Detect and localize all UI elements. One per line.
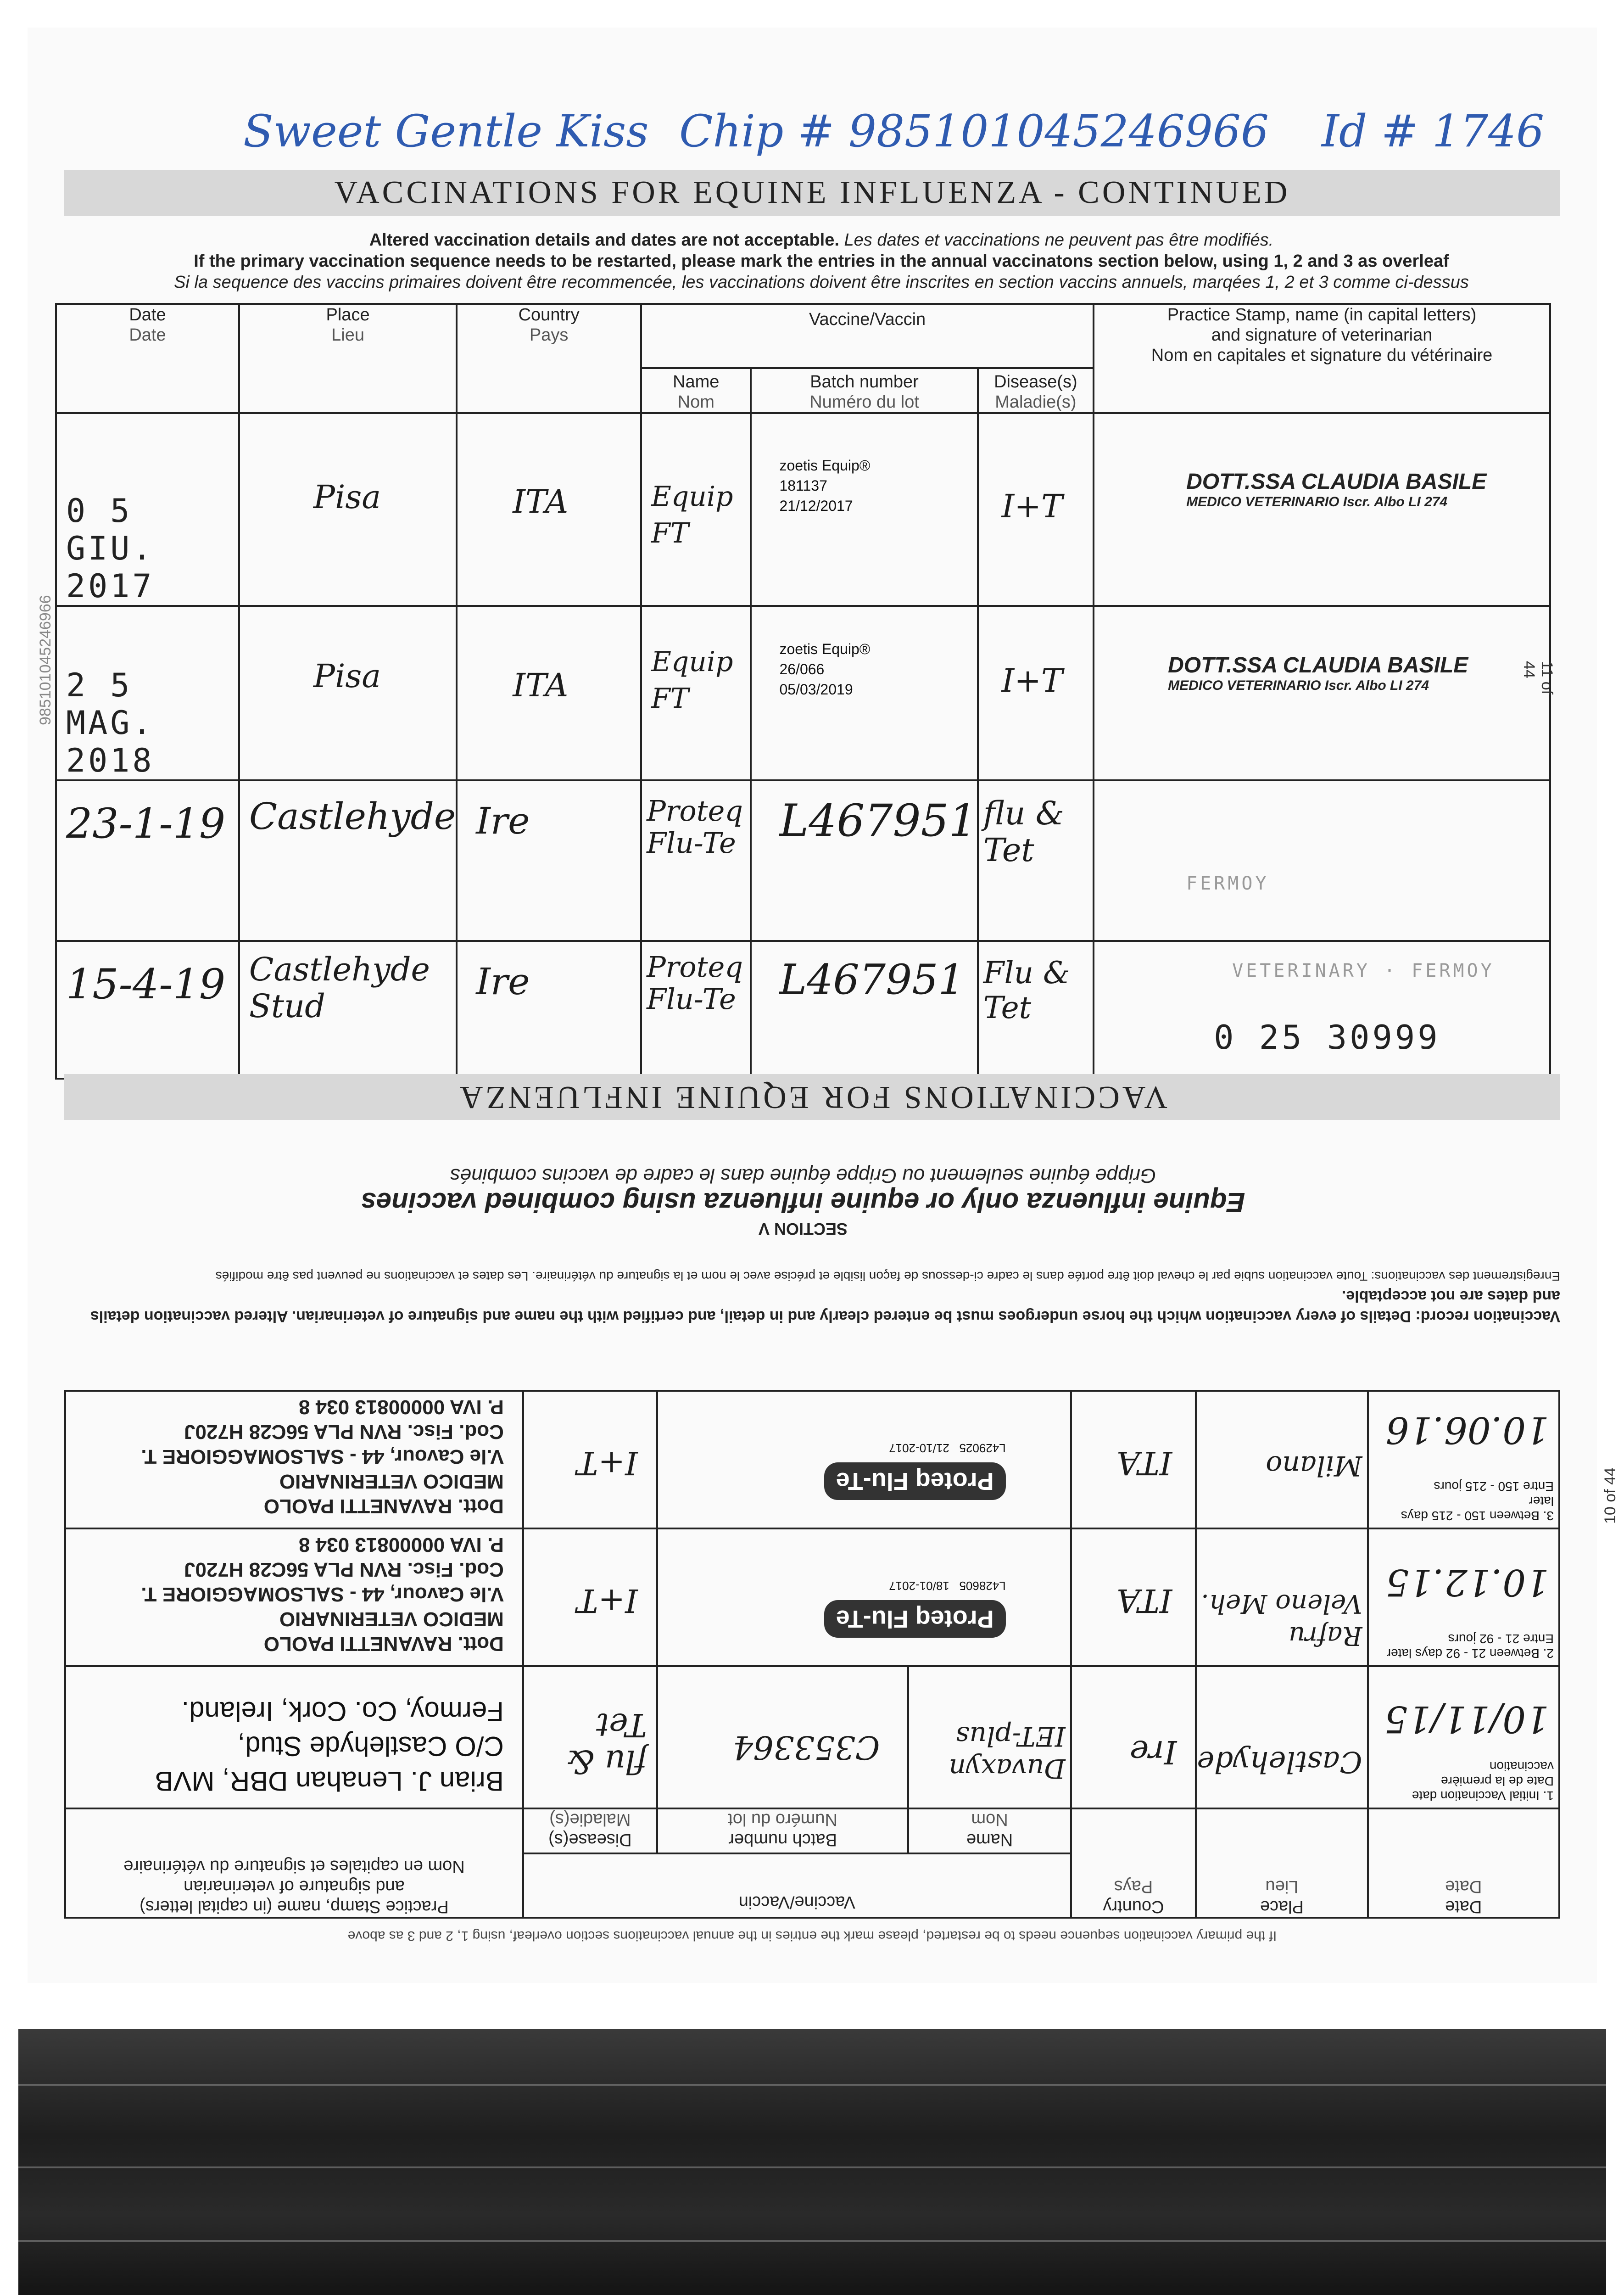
row-vaccine-label: Proteq Flu-Te L428605 18/01-2017 (658, 1579, 1070, 1665)
top-notice (83, 230, 1560, 293)
row-vaccine-name: Proteq Flu-Te (647, 950, 743, 1016)
row-disease: I+T (576, 1582, 638, 1619)
row-place: Castlehyde (1197, 1745, 1362, 1779)
bottom-banner-title: VACCINATIONS FOR EQUINE INFLUENZA (64, 1074, 1560, 1120)
row-date: 2 5 MAG. 2018 (66, 666, 155, 779)
table-row (56, 606, 1550, 780)
table-row (65, 1666, 1559, 1808)
header-country: Country Pays (457, 304, 641, 413)
row-disease: I+T (1001, 662, 1063, 700)
header-place: Place Lieu (1196, 1808, 1367, 1918)
row-country: Ire (476, 960, 530, 1003)
header-stamp: Practice Stamp, name (in capital letters) and signature of veterinarian Nom en capitales et signature du vétérinaire (65, 1808, 523, 1918)
flipped-section (28, 1056, 1619, 1946)
page-number-top: 11 of 44 (1520, 661, 1556, 695)
row-vaccine-name: Proteq Flu-Te (824, 1462, 1006, 1500)
header-name: Name Nom (909, 1808, 1071, 1853)
header-place: Place Lieu (239, 304, 457, 413)
mirror-strip: If the primary vaccination sequence needs to be restarted, please mark the entries in the annual vaccinations section overleaf, using 1, 2 and 3 as above (347, 1928, 1277, 1943)
row-disease: I+T (1001, 487, 1063, 525)
row-date: 10.06.16 (1385, 1409, 1549, 1451)
row-batch: L467951 (779, 956, 965, 1004)
horse-name: Sweet Gentle Kiss (243, 106, 649, 157)
row-country: ITA (513, 483, 569, 521)
header-stamp: Practice Stamp, name (in capital letters) and signature of veterinarian Nom en capitales et signature du vétérinaire (1094, 304, 1550, 413)
notice-restart: If the primary vaccination sequence needs to be restarted, please mark the entries in the annual vaccinatons section below, using 1, 2 and 3 as overleaf (194, 252, 1449, 271)
row-place: Castlehyde (249, 795, 456, 838)
scanned-page (28, 28, 1619, 1983)
header-name: Name Nom (641, 368, 751, 413)
row-label: 3. Between 150 - 215 days later Entre 150 - 215 jours (1401, 1479, 1554, 1523)
row-stamp: Dott. RAVANETTI PAOLO MEDICO VETERINARIO V.le Cavour, 44 - SALSOMAGGIORE T. Cod. Fisc. RVN PLA 56C28 H720J P. IVA 00000813 034 8 (141, 1534, 504, 1655)
bottom-vaccination-table (64, 1390, 1560, 1919)
row-stamp: FERMOY (1186, 873, 1269, 894)
row-date: 10.12.15 (1385, 1561, 1549, 1604)
row-label: 1. Initial Vaccination date Date de la première vaccination (1412, 1759, 1554, 1803)
row-disease: I+T (576, 1444, 638, 1482)
row-disease: flu & Tet (566, 1706, 647, 1780)
row-vaccine-name: Equip FT (651, 646, 733, 715)
row-vaccine-name: Duvaxyn IET-plus (949, 1721, 1066, 1784)
notice-restart-fr: Si la sequence des vaccins primaires doivent être recommencée, les vaccinations doivent être inscrites en section vaccins annuels, marqées 1, 2 et 3 comme ci-dessus (174, 273, 1469, 292)
row-stamp: Dott. RAVANETTI PAOLO MEDICO VETERINARIO V.le Cavour, 44 - SALSOMAGGIORE T. Cod. Fisc. RVN PLA 56C28 H720J P. IVA 00000813 034 8 (141, 1396, 504, 1517)
table-row (56, 780, 1550, 941)
row-stamp: Brian J. Lenahan DBR, MVB C/O Castlehyde Stud, Fermoy, Co. Cork, Ireland. (155, 1696, 504, 1797)
side-chip: 985101045246966 (37, 595, 54, 725)
table-row (65, 1528, 1559, 1666)
horse-id: Id # 1746 (1322, 106, 1545, 157)
header-disease: Disease(s) Maladie(s) (978, 368, 1094, 413)
header-vaccine: Vaccine/Vaccin (523, 1853, 1071, 1918)
row-date: 0 5 GIU. 2017 (66, 492, 155, 605)
row-place: Milano (1266, 1450, 1362, 1482)
row-label: 2. Between 21 - 92 days later Entre 21 - 92 jours (1386, 1632, 1554, 1661)
row-stamp: DOTT.SSA CLAUDIA BASILE MEDICO VETERINARIO Iscr. Albo LI 274 (1186, 470, 1487, 509)
top-banner-title: VACCINATIONS FOR EQUINE INFLUENZA - CONTINUED (64, 170, 1560, 216)
header-country: Country Pays (1071, 1808, 1196, 1918)
row-vaccine-name: Proteq Flu-Te (824, 1600, 1006, 1638)
page-number-bottom: 10 of 44 (1602, 1467, 1619, 1524)
top-vaccination-table (55, 303, 1551, 1080)
row-vaccine-name: Equip FT (651, 481, 733, 549)
notice-en: Altered vaccination details and dates are not acceptable. (369, 230, 839, 250)
row-country: Ire (476, 800, 530, 842)
stamp-number: 0 25 30999 (1214, 1018, 1440, 1057)
row-stamp: DOTT.SSA CLAUDIA BASILE MEDICO VETERINARIO Iscr. Albo LI 274 (1168, 653, 1468, 693)
row-disease: flu & Tet (983, 795, 1065, 869)
row-date: 15-4-19 (66, 960, 226, 1008)
row-disease: Flu & Tet (983, 955, 1070, 1025)
header-batch: Batch number Numéro du lot (657, 1808, 909, 1853)
row-country: ITA (1116, 1582, 1172, 1619)
row-country: Ire (1129, 1733, 1177, 1771)
header-disease: Disease(s) Maladie(s) (523, 1808, 657, 1853)
row-batch: C353364 (732, 1729, 880, 1766)
row-place: Castlehyde Stud (249, 951, 430, 1025)
record-text: Vaccination record: Details of every vaccination which the horse undergoes must be entered clearly and in detail, and certified with the name and signature of veterinarian. Altered vaccination details and dates are not acceptable. Enregistrement des vaccinations: Toute vaccination subie par le cheval doit être portée dans le cadre ci-dessous de façon lisible et précise avec le nom et la signature du vétérinaire. Les dates et vaccinations ne peuvent pas être modifiés (90, 1269, 1560, 1325)
header-vaccine: Vaccine/Vaccin (641, 304, 1094, 368)
table-row (56, 413, 1550, 606)
chip-number: Chip # 985101045246966 (679, 106, 1269, 157)
row-date: 23-1-19 (66, 800, 226, 848)
row-vaccine-label: Proteq Flu-Te L429025 21/10-2017 (658, 1441, 1070, 1528)
row-place: Rafru Veleno Meh. (1201, 1589, 1362, 1651)
row-place: Pisa (313, 657, 381, 695)
row-batch: L467951 (779, 795, 977, 846)
header-date: Date Date (1368, 1808, 1559, 1918)
row-stamp: VETERINARY · FERMOY (1232, 960, 1495, 981)
header-date: Date Date (56, 304, 239, 413)
row-vaccine-name: Proteq Flu-Te (647, 794, 743, 860)
row-date: 10/11/15 (1384, 1698, 1549, 1741)
section-heading: SECTION V Equine influenza only or equine influenza using combined vaccines Grippe équine seulement ou Grippe équine dans le cadre de vaccins combinés (361, 1164, 1245, 1238)
row-country: ITA (513, 666, 569, 704)
row-batch: zoetis Equip® 181137 21/12/2017 (779, 457, 871, 514)
row-batch: zoetis Equip® 26/066 05/03/2019 (779, 641, 871, 698)
header-batch: Batch number Numéro du lot (751, 368, 977, 413)
scanner-edge (18, 2029, 1606, 2295)
row-place: Pisa (313, 478, 381, 516)
row-country: ITA (1116, 1444, 1172, 1482)
notice-fr: Les dates et vaccinations ne peuvent pas être modifiés. (844, 230, 1274, 250)
table-row (65, 1391, 1559, 1528)
